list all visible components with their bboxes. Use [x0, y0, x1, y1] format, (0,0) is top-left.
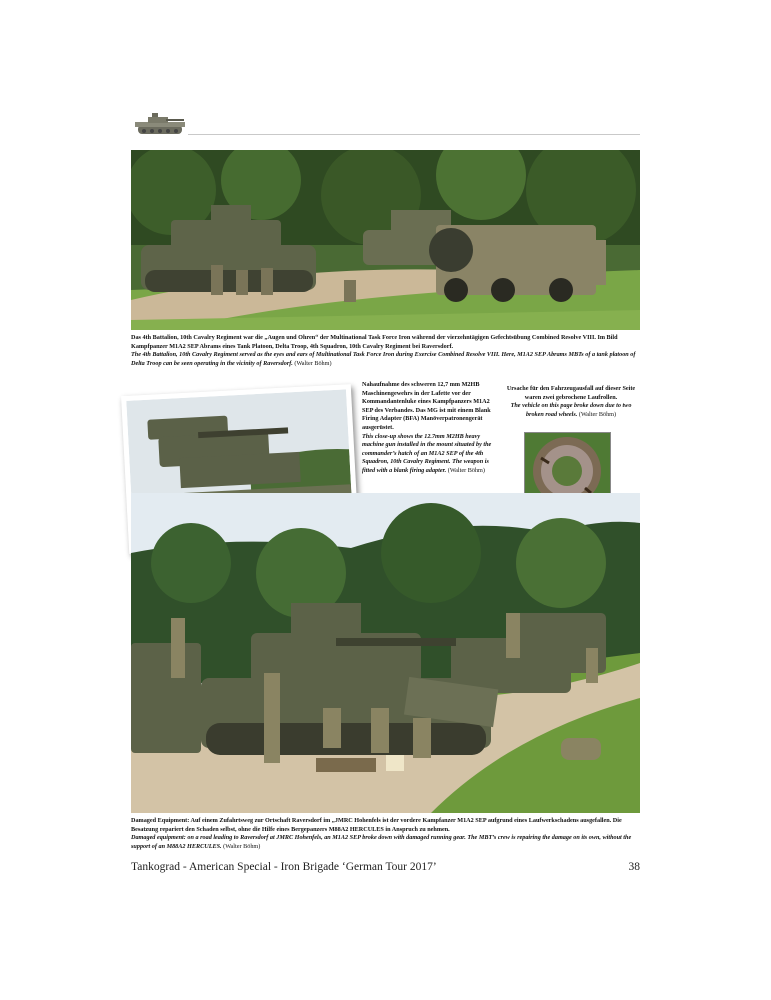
road-wheel-caption-credit: (Walter Böhm) — [578, 410, 617, 418]
bottom-photo — [131, 493, 640, 813]
top-caption-english: The 4th Battalion, 10th Cavalry Regiment served as the eyes and ears of Multinational Task Force Iron during Exercise Combined Resolve VIII. Here, M1A2 SEP Abrams MBTs of a tank platoon of Delta Troop can be seen operating in the vicinity of Raversdorf. — [131, 351, 636, 367]
bottom-caption-german: Damaged Equipment: Auf einem Zufahrtsweg zur Ortschaft Raversdorf im „JMRC Hohenfels ist der vordere Kampfanzer M1A2 SEP aufgrund eines Laufwerkschadens ausgefallen. Die Besatzung repariert den Schaden selbst, ohne die Hilfe eines Bergepanzers M88A2 HERCULES in Anspruch zu nehmen. — [131, 817, 622, 833]
road-wheel-caption-english: The vehicle on this page broke down due to two broken road wheels. — [510, 402, 632, 418]
machine-gun-caption — [362, 381, 492, 476]
bottom-caption-english: Damaged equipment: on a road leading to Raversdorf at JMRC Hohenfels, an M1A2 SEP broke down with damaged running gear. The MBT’s crew is repairing the damage on its own, without the support of an M88A2 HERCULES. — [131, 834, 632, 850]
header-rule — [188, 134, 640, 135]
tank-silhouette-icon — [132, 111, 188, 137]
bottom-caption-credit: (Walter Böhm) — [223, 842, 261, 850]
bottom-caption — [131, 817, 640, 851]
road-wheel-caption-german: Ursache für den Fahrzeugausfall auf dieser Seite waren zwei gebrochene Laufrollen. — [506, 385, 636, 401]
top-caption — [131, 334, 640, 368]
page-number: 38 — [628, 861, 640, 873]
top-photo — [131, 150, 640, 330]
machine-gun-caption-credit: (Walter Böhm) — [447, 466, 485, 474]
machine-gun-caption-english: This close-up shows the 12.7mm M2HB heavy machine gun installed in the mount situated by the commander’s hatch of an M1A2 SEP of the 4th Squadron, 10th Cavalry Regiment. The weapon is fitted with a blank firing adapter. — [362, 432, 492, 474]
footer-title: Tankograd - American Special - Iron Brigade ‘German Tour 2017’ — [131, 861, 437, 873]
road-wheel-caption — [503, 385, 639, 419]
top-caption-credit: (Walter Böhm) — [294, 359, 332, 367]
machine-gun-caption-german: Nahaufnahme des schweren 12,7 mm M2HB Maschinengewehrs in der Lafette vor der Kommandantenluke eines Kampfpanzers M1A2 SEP des Verbandes. Das MG ist mit einem Blank Firing Adapter (BFA) Manöverpatronengerät ausgerüstet. — [362, 381, 491, 431]
top-caption-german: Das 4th Battalion, 10th Cavalry Regiment war die „Augen und Ohren“ der Multinational Task Force Iron während der vierzehntägigen Gefechtsübung Combined Resolve VIII. Im Bild Kampfpanzer M1A2 SEP Abrams eines Tank Platoon, Delta Troop, 4th Squadron, 10th Cavalry Regiment bei Raversdorf. — [131, 334, 618, 350]
